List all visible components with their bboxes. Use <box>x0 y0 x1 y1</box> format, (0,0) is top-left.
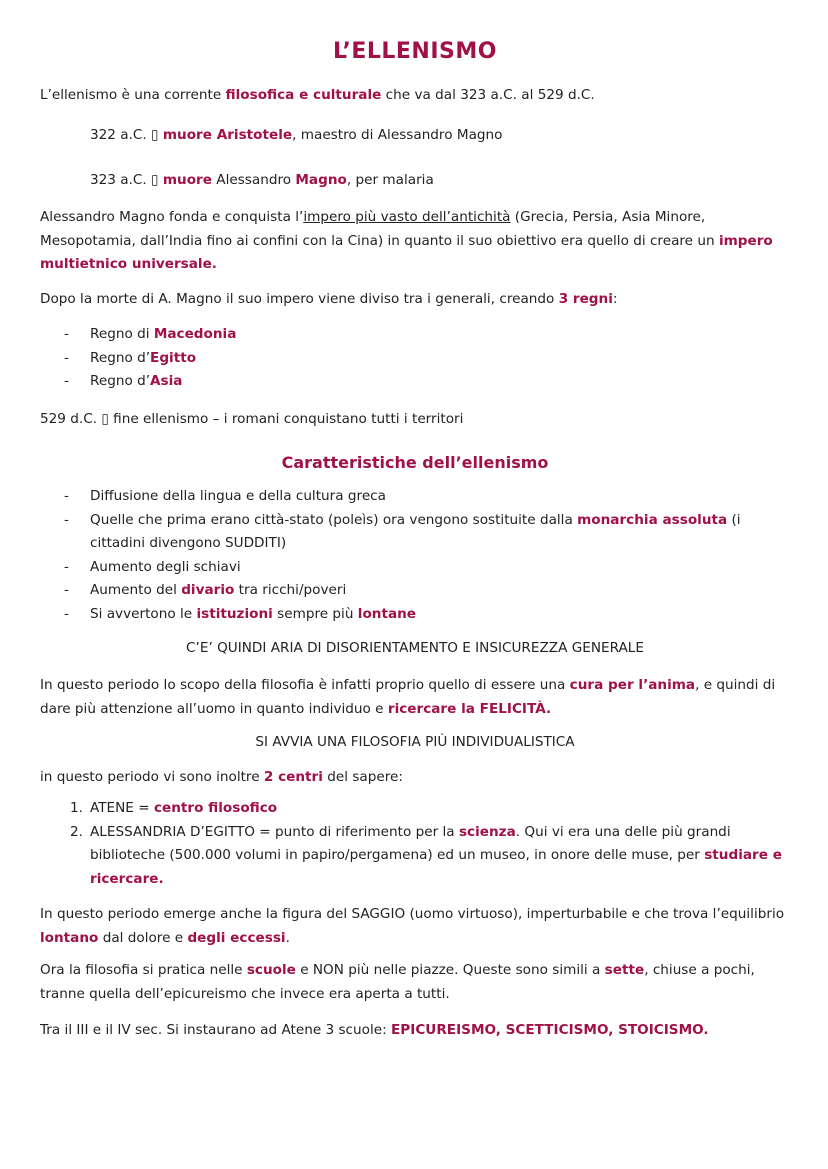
text-segment: , e quindi di dare più attenzione all’uomo in quanto individuo e <box>40 677 776 717</box>
text-segment: (i cittadini divengono SUDDITI) <box>90 511 741 551</box>
list-item <box>40 579 790 603</box>
text-segment: che va dal 323 a.C. al 529 d.C. <box>381 87 595 103</box>
highlighted-text: EPICUREISMO, SCETTICISMO, STOICISMO. <box>391 1022 709 1038</box>
text-segment: C’E’ QUINDI ARIA DI DISORIENTAMENTO E INSICUREZZA GENERALE <box>186 640 644 656</box>
paragraph-caps2 <box>40 731 790 755</box>
highlighted-text: monarchia assoluta <box>577 511 728 528</box>
list-item <box>40 603 790 627</box>
text-segment: L’ellenismo è una corrente <box>40 87 226 103</box>
text-segment: . Qui vi era una delle più grandi biblioteche (500.000 volumi in papiro/pergamena) ed un museo, in onore delle muse, per <box>90 823 731 863</box>
text-segment: Aumento del <box>90 582 182 598</box>
text-segment: In questo periodo lo scopo della filosofia è infatti proprio quello di essere una <box>40 677 570 693</box>
highlighted-text: filosofica e culturale <box>225 87 382 103</box>
highlighted-text: lontano <box>40 929 99 946</box>
text-segment: ALESSANDRIA D’EGITTO = punto di riferimento per la <box>90 823 459 840</box>
list-item <box>40 821 790 892</box>
highlighted-text: lontane <box>357 605 417 622</box>
text-segment: , maestro di Alessandro Magno <box>292 127 503 143</box>
paragraph-division <box>40 288 790 312</box>
list-item <box>40 347 790 371</box>
paragraph-three-schools <box>40 1019 790 1043</box>
highlighted-text: degli eccessi <box>187 929 286 946</box>
text-segment: Regno di <box>90 326 154 342</box>
paragraph-caps1 <box>40 637 790 661</box>
list-item <box>40 797 790 821</box>
list-characteristics <box>40 485 790 626</box>
highlighted-text: scienza <box>458 823 516 840</box>
highlighted-text: impero multietnico universale. <box>40 232 773 272</box>
paragraph-end <box>40 408 790 432</box>
highlighted-text: istituzioni <box>196 605 273 622</box>
list-item <box>40 323 790 347</box>
page-title: L’ELLENISMO <box>333 39 497 64</box>
text-segment: Quelle che prima erano città-stato (poleìs) ora vengono sostituite dalla <box>90 511 578 528</box>
text-segment: Aumento degli schiavi <box>90 558 241 575</box>
list-marker: - <box>64 373 69 389</box>
highlighted-text: muore Aristotele <box>162 127 293 143</box>
list-item <box>40 556 790 580</box>
text-segment: , chiuse a pochi, tranne quella dell’epicureismo che invece era aperta a tutti. <box>40 962 755 1002</box>
paragraph-event-323 <box>40 169 790 193</box>
paragraph-sage <box>40 903 790 950</box>
highlighted-text: ricercare la FELICITÀ. <box>387 700 552 717</box>
text-segment: e NON più nelle piazze. Queste sono simili a <box>295 962 605 978</box>
section-heading: Caratteristiche dell’ellenismo <box>281 453 549 472</box>
text-segment: SI AVVIA UNA FILOSOFIA PIÙ INDIVIDUALISTICA <box>255 734 575 750</box>
text-segment: 322 a.C. ▯ <box>90 127 163 143</box>
text-segment: In questo periodo emerge anche la figura del SAGGIO (uomo virtuoso), imperturbabile e che trova l’equilibrio <box>40 906 785 922</box>
paragraph-conquest <box>40 206 790 277</box>
highlighted-text: Egitto <box>150 349 197 366</box>
highlighted-text: muore <box>162 172 212 188</box>
highlighted-text: Macedonia <box>153 326 237 342</box>
text-segment: , per malaria <box>346 172 434 188</box>
text-segment: tra ricchi/poveri <box>234 582 347 598</box>
paragraph-schools <box>40 959 790 1006</box>
highlighted-text: scuole <box>246 962 296 978</box>
list-marker: - <box>64 488 69 504</box>
highlighted-text: Asia <box>150 373 183 389</box>
text-segment: del sapere: <box>322 769 403 785</box>
paragraph-intro <box>40 84 790 108</box>
list-marker: - <box>64 582 69 598</box>
paragraph-event-322 <box>40 124 790 148</box>
highlighted-text: Magno <box>295 172 347 188</box>
text-segment: Alessandro <box>211 172 296 188</box>
list-marker: 1. <box>70 800 83 816</box>
text-segment: 529 d.C. ▯ fine ellenismo – i romani conquistano tutti i territori <box>40 411 464 427</box>
list-marker: - <box>64 605 69 622</box>
text-segment: 323 a.C. ▯ <box>90 172 163 188</box>
list-marker: - <box>64 558 69 575</box>
list-item <box>40 509 790 556</box>
text-segment: Alessandro Magno fonda e conquista l’ <box>40 209 304 225</box>
list-marker: - <box>64 511 69 528</box>
text-segment: impero più vasto dell’antichità <box>303 209 511 225</box>
text-segment: Diffusione della lingua e della cultura greca <box>90 488 386 504</box>
highlighted-text: divario <box>181 582 235 598</box>
list-knowledge-centers <box>40 797 790 891</box>
text-segment: in questo periodo vi sono inoltre <box>40 769 264 785</box>
text-segment: ATENE = <box>90 800 154 816</box>
list-item <box>40 370 790 394</box>
paragraph-centers <box>40 766 790 790</box>
text-segment: Ora la filosofia si pratica nelle <box>40 962 247 978</box>
text-segment: Dopo la morte di A. Magno il suo impero viene diviso tra i generali, creando <box>40 291 559 307</box>
list-item <box>40 485 790 509</box>
text-segment: sempre più <box>272 605 358 622</box>
text-segment: : <box>612 291 618 307</box>
highlighted-text: 3 regni <box>558 291 613 307</box>
highlighted-text: centro filosofico <box>153 800 278 816</box>
highlighted-text: sette <box>604 962 645 978</box>
text-segment: dal dolore e <box>98 929 188 946</box>
list-kingdoms <box>40 323 790 394</box>
list-marker: 2. <box>70 823 83 840</box>
text-segment: Regno d’ <box>90 349 151 366</box>
paragraph-purpose <box>40 674 790 721</box>
highlighted-text: studiare e ricercare. <box>90 847 782 887</box>
text-segment: Tra il III e il IV sec. Si instaurano ad Atene 3 scuole: <box>40 1022 392 1038</box>
text-segment: . <box>285 929 290 946</box>
highlighted-text: cura per l’anima <box>569 677 696 693</box>
list-marker: - <box>64 326 69 342</box>
text-segment: (Grecia, Persia, Asia Minore, Mesopotamia, dall’India fino ai confini con la Cina) in quanto il suo obiettivo era quello di creare un <box>40 209 719 249</box>
text-segment: Regno d’ <box>90 373 151 389</box>
text-segment: Si avvertono le <box>90 605 197 622</box>
highlighted-text: 2 centri <box>263 769 323 785</box>
list-marker: - <box>64 349 69 366</box>
